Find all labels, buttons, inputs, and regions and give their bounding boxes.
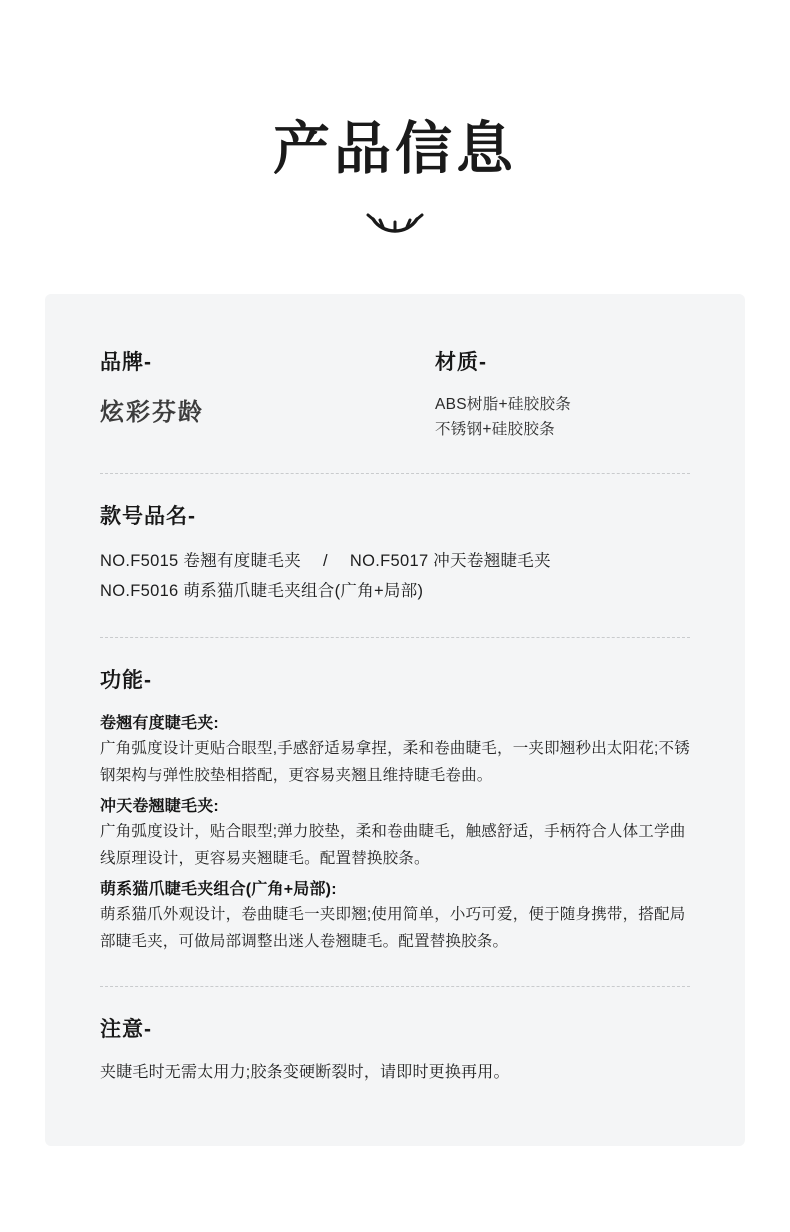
function-name: 萌系猫爪睫毛夹组合(广角+局部): [100,881,337,899]
model-name-f5015: NO.F5015 卷翘有度睫毛夹 [100,551,302,570]
model-separator: / [323,551,328,570]
eyelash-icon [365,213,425,239]
info-card [45,294,745,1146]
function-item [100,710,690,789]
models-line-2: NO.F5016 萌系猫爪睫毛夹组合(广角+局部) [100,582,424,601]
models-section [100,474,690,607]
material-line-2: 不锈钢+硅胶胶条 [435,421,555,439]
function-item [100,876,690,955]
material-label: 材质- [435,350,487,374]
function-desc: 萌系猫爪外观设计，卷曲睫毛一夹即翘;使用简单，小巧可爱，便于随身携带，搭配局部睫毛夹，可做局部调整出迷人卷翘睫毛。配置替换胶条。 [100,906,686,951]
brand-block [100,346,435,427]
notice-section [100,987,690,1086]
notice-text: 夹睫毛时无需太用力;胶条变硬断裂时，请即时更换再用。 [100,1063,510,1081]
brand-label: 品牌- [100,350,152,374]
models-line-1 [100,546,690,577]
page-title: 产品信息 [273,117,517,181]
model-name-f5017: NO.F5017 冲天卷翘睫毛夹 [349,551,551,570]
page-header [0,0,790,239]
function-desc: 广角弧度设计，贴合眼型;弹力胶垫，柔和卷曲睫毛，触感舒适，手柄符合人体工学曲线原理设计，更容易夹翘睫毛。配置替换胶条。 [100,823,686,867]
functions-section [100,638,690,956]
function-item [100,793,690,872]
material-block [435,346,690,443]
models-label: 款号品名- [100,504,196,528]
function-desc: 广角弧度设计更贴合眼型,手感舒适易拿捏，柔和卷曲睫毛，一夹即翘秒出太阳花;不锈钢架构与弹性胶垫相搭配，更容易夹翘且维持睫毛卷曲。 [100,739,690,784]
material-line-1: ABS树脂+硅胶胶条 [435,395,572,413]
function-name: 卷翘有度睫毛夹: [100,714,219,732]
brand-material-row [100,346,690,443]
brand-value: 炫彩芬龄 [100,398,204,426]
notice-label: 注意- [100,1017,152,1041]
functions-label: 功能- [100,668,152,692]
function-name: 冲天卷翘睫毛夹: [100,798,219,816]
